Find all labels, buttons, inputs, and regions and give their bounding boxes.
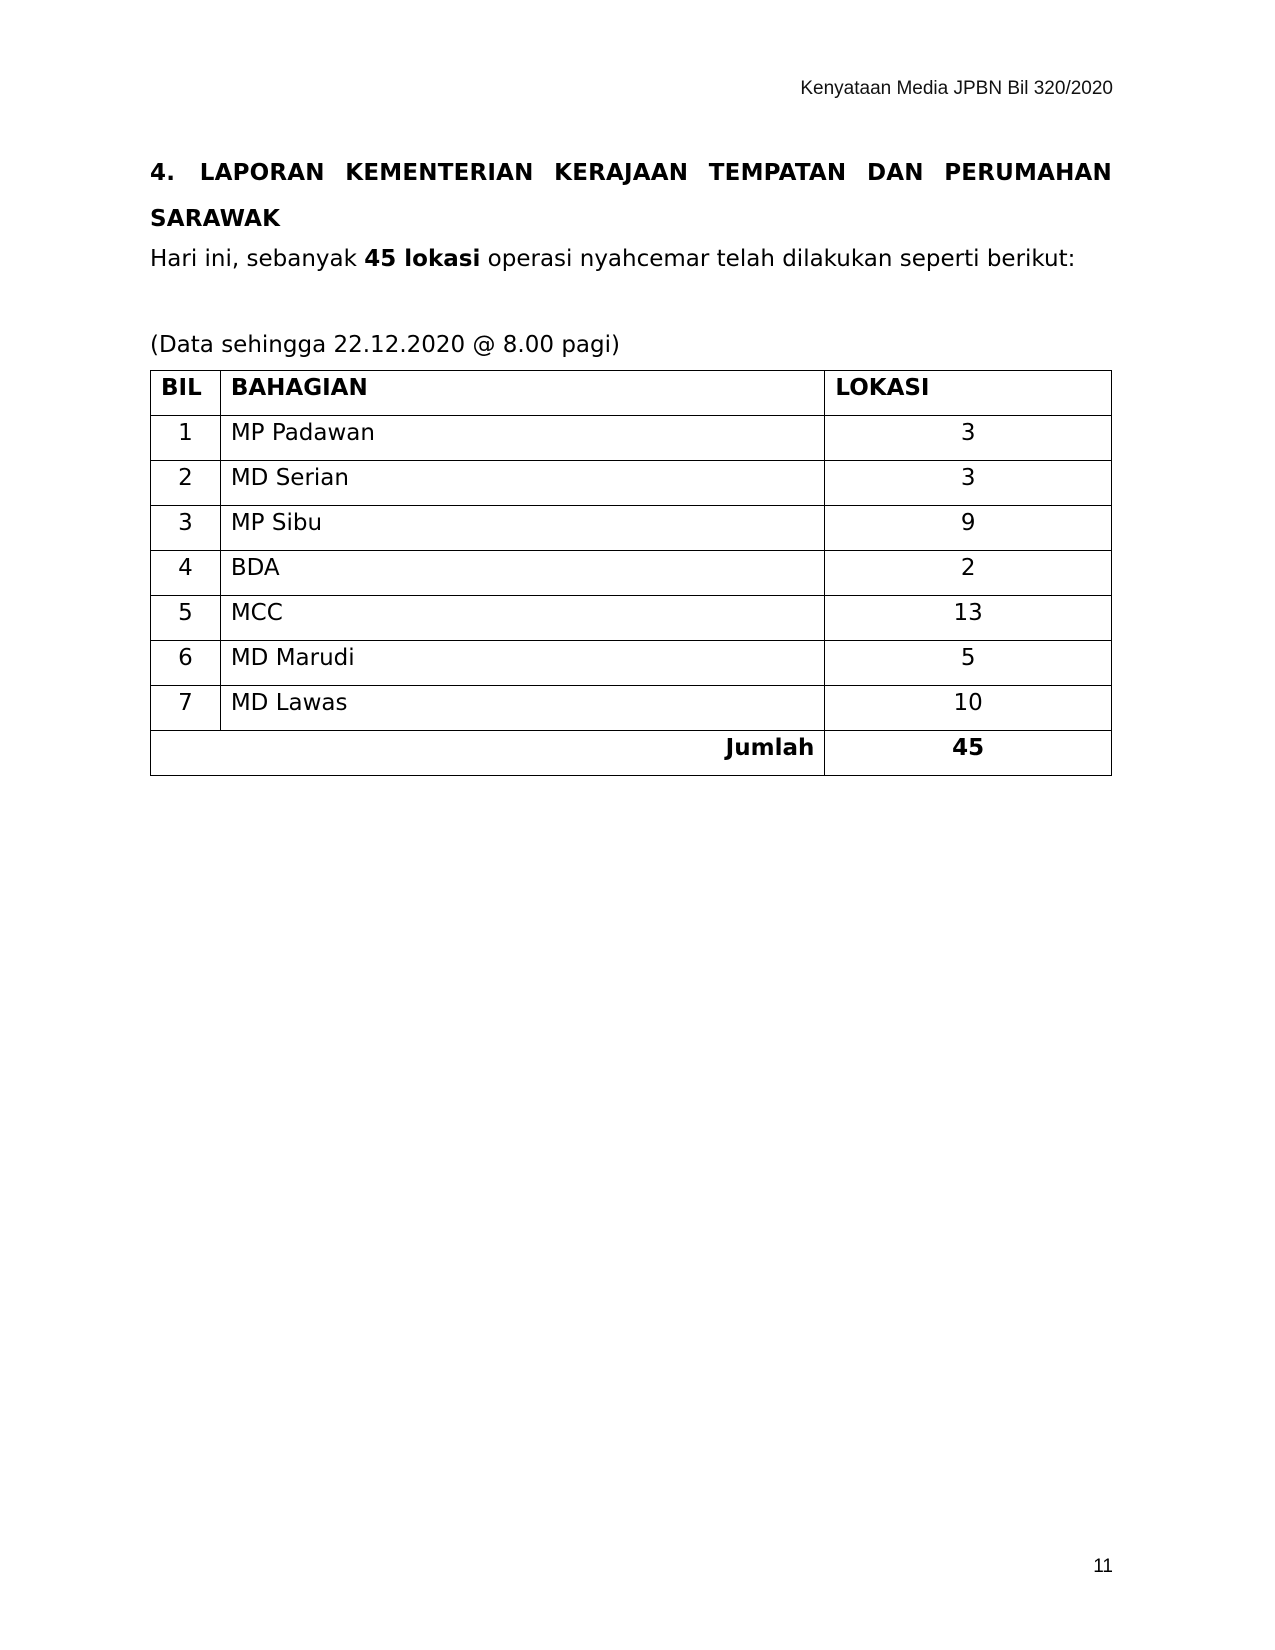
cell-lokasi: 3 [825, 416, 1112, 461]
table-row [151, 641, 1112, 686]
cell-bil: 5 [151, 596, 221, 641]
table-header-row [151, 371, 1112, 416]
cell-bahagian: BDA [220, 551, 825, 596]
cell-lokasi: 3 [825, 461, 1112, 506]
data-note: (Data sehingga 22.12.2020 @ 8.00 pagi) [150, 332, 620, 358]
page-number: 11 [1093, 1556, 1113, 1577]
cell-bahagian: MP Padawan [220, 416, 825, 461]
cell-bil: 3 [151, 506, 221, 551]
table-total-row [151, 731, 1112, 776]
table-row [151, 686, 1112, 731]
cell-bahagian: MP Sibu [220, 506, 825, 551]
section-heading-text: LAPORAN KEMENTERIAN KERAJAAN TEMPATAN DAN PERUMAHAN SARAWAK [150, 160, 1112, 232]
table-row [151, 551, 1112, 596]
header-bil: BIL [151, 371, 221, 416]
total-label: Jumlah [151, 731, 825, 776]
cell-lokasi: 9 [825, 506, 1112, 551]
cell-bahagian: MD Marudi [220, 641, 825, 686]
cell-bahagian: MD Serian [220, 461, 825, 506]
header-bahagian: BAHAGIAN [220, 371, 825, 416]
section-heading [150, 150, 1112, 242]
table-row [151, 506, 1112, 551]
cell-bil: 1 [151, 416, 221, 461]
intro-prefix: Hari ini, sebanyak [150, 246, 365, 272]
cell-bil: 2 [151, 461, 221, 506]
locations-table [150, 370, 1112, 776]
cell-bil: 6 [151, 641, 221, 686]
intro-paragraph [150, 242, 1112, 276]
cell-lokasi: 5 [825, 641, 1112, 686]
intro-bold: 45 lokasi [364, 246, 481, 272]
running-header: Kenyataan Media JPBN Bil 320/2020 [800, 78, 1113, 99]
total-value: 45 [825, 731, 1112, 776]
cell-lokasi: 13 [825, 596, 1112, 641]
header-lokasi: LOKASI [825, 371, 1112, 416]
table-row [151, 596, 1112, 641]
cell-bahagian: MCC [220, 596, 825, 641]
section-number: 4. [150, 160, 176, 186]
cell-bil: 7 [151, 686, 221, 731]
intro-suffix: operasi nyahcemar telah dilakukan seperti berikut: [480, 246, 1076, 272]
cell-lokasi: 2 [825, 551, 1112, 596]
table-row [151, 416, 1112, 461]
cell-lokasi: 10 [825, 686, 1112, 731]
cell-bil: 4 [151, 551, 221, 596]
cell-bahagian: MD Lawas [220, 686, 825, 731]
section-4 [150, 150, 1112, 776]
table-row [151, 461, 1112, 506]
